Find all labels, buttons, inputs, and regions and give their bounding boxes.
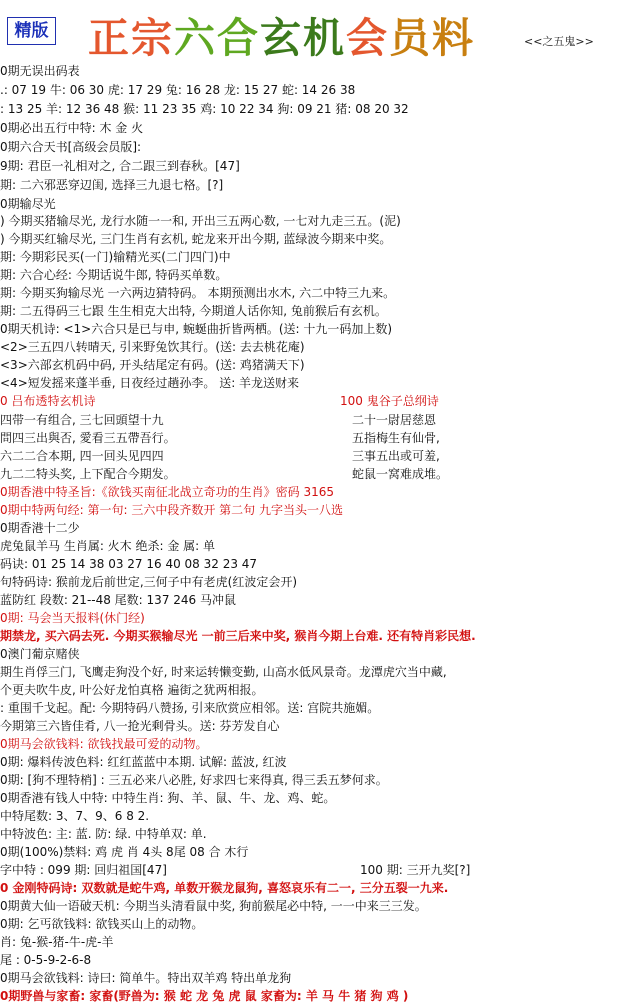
title-char: 机 — [303, 14, 346, 62]
text-line: 尾 : 0-5-9-2-6-8 — [0, 953, 92, 967]
text-line: 0期中特两句经: 第一句: 三六中段齐数开 第二句 九字当头一八选 — [0, 503, 343, 517]
text-line: 蓝防红 段数: 21--48 尾数: 137 246 马冲鼠 — [0, 593, 236, 607]
text-line: 0期野兽与家畜: 家畜(野兽为: 猴 蛇 龙 兔 虎 鼠 家畜为: 羊 马 牛 猪 狗 鸡 ) — [0, 989, 409, 1003]
text-line: 0 金刚特码诗: 双数就是蛇牛鸡, 单数开猴龙鼠狗, 喜怒哀乐有二一, 三分五裂一九来. — [0, 881, 449, 895]
text-line: <4>短发摇来蓬半垂, 日夜经过趟孙李。 送: 羊龙送财来 — [0, 376, 300, 390]
text-line: 100 期: 三开九奖[?] — [360, 863, 471, 877]
text-line: 四带一有组合, 三七回頭望十九 — [0, 413, 164, 427]
text-line: 五指梅生有仙骨, — [352, 431, 440, 445]
text-line: 0期: 马会当天报料(休门经) — [0, 611, 145, 625]
premium-badge: 精版 — [7, 17, 56, 45]
text-line: 問四三出與否, 愛看三五帶吾行。 — [0, 431, 176, 445]
text-line: 0期无误出码表 — [0, 64, 80, 78]
text-line: 中特波色: 主: 蓝. 防: 绿. 中特单双: 单. — [0, 827, 207, 841]
text-line: ) 今期买猪输尽光, 龙行水随一一和, 开出三五两心数, 一七对九走三五。(泥) — [0, 214, 401, 228]
text-line: <3>六部玄机码中码, 开头结尾定有码。(送: 鸡猪满天下) — [0, 358, 305, 372]
title-char: 合 — [217, 14, 260, 62]
text-line: 期禁龙, 买六码去死. 今期买猴输尽光 一前三后来中奖, 猴肖今期上台难. 还有特肖彩民想. — [0, 629, 476, 643]
text-line: 0期天机诗: <1>六合只是已与申, 蜿蜒曲折皆两栖。(送: 十九一码加上数) — [0, 322, 393, 336]
text-line: 蛇鼠一窝难成堆。 — [352, 467, 449, 481]
text-line: 码诀: 01 25 14 38 03 27 16 40 08 32 23 47 — [0, 557, 258, 571]
text-line: 0期(100%)禁料: 鸡 虎 肖 4头 8尾 08 合 木行 — [0, 845, 249, 859]
text-line: 0 吕布透特玄机诗 — [0, 394, 96, 408]
title-char: 正 — [88, 14, 131, 62]
text-line: <2>三五四八转晴天, 引来野兔饮其行。(送: 去去桃花庵) — [0, 340, 305, 354]
text-line: 0期: [狗不理特梢] : 三五必来八必胜, 好求四七来得真, 得三丢五梦何求。 — [0, 773, 388, 787]
text-line: 0期香港十二少 — [0, 521, 80, 535]
page-title — [88, 5, 475, 64]
text-line: 期生肖俘三门, 飞鹰走狗没个好, 时来运转懒变勤, 山高水低风景奇。龙潭虎穴当中藏, — [0, 665, 447, 679]
text-line: 0期必出五行中特: 木 金 火 — [0, 121, 144, 135]
text-line: 期: 六合心经: 今期话说牛郎, 特码买单数。 — [0, 268, 228, 282]
text-line: 0澳门葡京赌侠 — [0, 647, 80, 661]
text-line: 0期马会欲钱料: 诗曰: 简单牛。特出双羊鸡 特出单龙狗 — [0, 971, 292, 985]
header — [0, 0, 621, 62]
text-line: 期: 二五得码三七跟 生生相克大出特, 今期道人话你知, 兔前猴后有玄机。 — [0, 304, 387, 318]
text-line: : 13 25 羊: 12 36 48 猴: 11 23 35 鸡: 10 22 34 狗: 09 21 猪: 08 20 32 — [0, 102, 409, 116]
title-char: 玄 — [260, 14, 303, 62]
subtitle: <<之五鬼>> — [524, 35, 594, 48]
text-line: 0期: 乞丐欲钱料: 欲钱买山上的动物。 — [0, 917, 204, 931]
text-line: 三事五出或可羞, — [352, 449, 440, 463]
text-line: 0期: 爆料传波色料: 红红蓝蓝中本期. 试解: 蓝波, 红波 — [0, 755, 287, 769]
text-line: 二十一尉居慈恩 — [352, 413, 437, 427]
text-line: 0期六合天书[高级会员版]: — [0, 140, 142, 154]
text-line: 字中特 : 099 期: 回归祖国[47] — [0, 863, 167, 877]
title-char: 会 — [346, 14, 389, 62]
text-line: 0期输尽光 — [0, 197, 56, 211]
text-line: 0期香港有钱人中特: 中特生肖: 狗、羊、鼠、牛、龙、鸡、蛇。 — [0, 791, 336, 805]
text-line: 中特尾数: 3、7、9、6 8 2. — [0, 809, 150, 823]
text-line: 0期马会欲钱料: 欲钱找最可爱的动物。 — [0, 737, 208, 751]
text-line: 0期香港中特圣旨:《欲钱买南征北战立奇功的生肖》密码 3165 — [0, 485, 335, 499]
text-line: 100 鬼谷子总纲诗 — [340, 394, 439, 408]
text-line: 期: 二六邪恶穿辺闺, 选择三九退七格。[?] — [0, 178, 224, 192]
text-line: 虎兔鼠羊马 生肖属: 火木 绝杀: 金 属: 单 — [0, 539, 216, 553]
text-line: 今期第三六皆佳肴, 八一抢光剩骨头。送: 芬芳发自心 — [0, 719, 280, 733]
text-line: 肖: 兔-猴-猪-牛-虎-羊 — [0, 935, 114, 949]
text-line: 0期黄大仙一语破天机: 今期当头清看鼠中奖, 狗前猴尾必中特, 一一中来三三发。 — [0, 899, 427, 913]
text-line: .: 07 19 牛: 06 30 虎: 17 29 兔: 16 28 龙: 15 27 蛇: 14 26 38 — [0, 83, 356, 97]
text-line: 句特码诗: 猴前龙后前世定,三何子中有老虎(红波定会开) — [0, 575, 298, 589]
text-line: 9期: 君臣一礼相对之, 合二跟三到春秋。[47] — [0, 159, 240, 173]
title-char: 六 — [174, 14, 217, 62]
text-line: 期: 今期彩民买(一门)输精光买(二门四门)中 — [0, 250, 231, 264]
text-line: 六二二合本期, 四一回头见四四 — [0, 449, 164, 463]
text-line: : 重围千戈起。配: 今期特码八赞扬, 引来欣赏应相邻。送: 宫院共施媚。 — [0, 701, 380, 715]
text-line: 九二二特头奖, 上下配合今期发。 — [0, 467, 176, 481]
text-line: ) 今期买红输尽光, 三门生肖有玄机, 蛇龙来开出今期, 蓝绿波今期来中奖。 — [0, 232, 392, 246]
title-char: 员 — [389, 14, 432, 62]
title-char: 宗 — [131, 14, 174, 62]
text-line: 期: 今期买狗输尽光 一六两边猜特码。 本期预测出水木, 六二中特三九来。 — [0, 286, 396, 300]
text-line: 个更夫吹牛皮, 叶公好龙怕真格 遍街之犹两相报。 — [0, 683, 264, 697]
title-char: 料 — [432, 14, 475, 62]
